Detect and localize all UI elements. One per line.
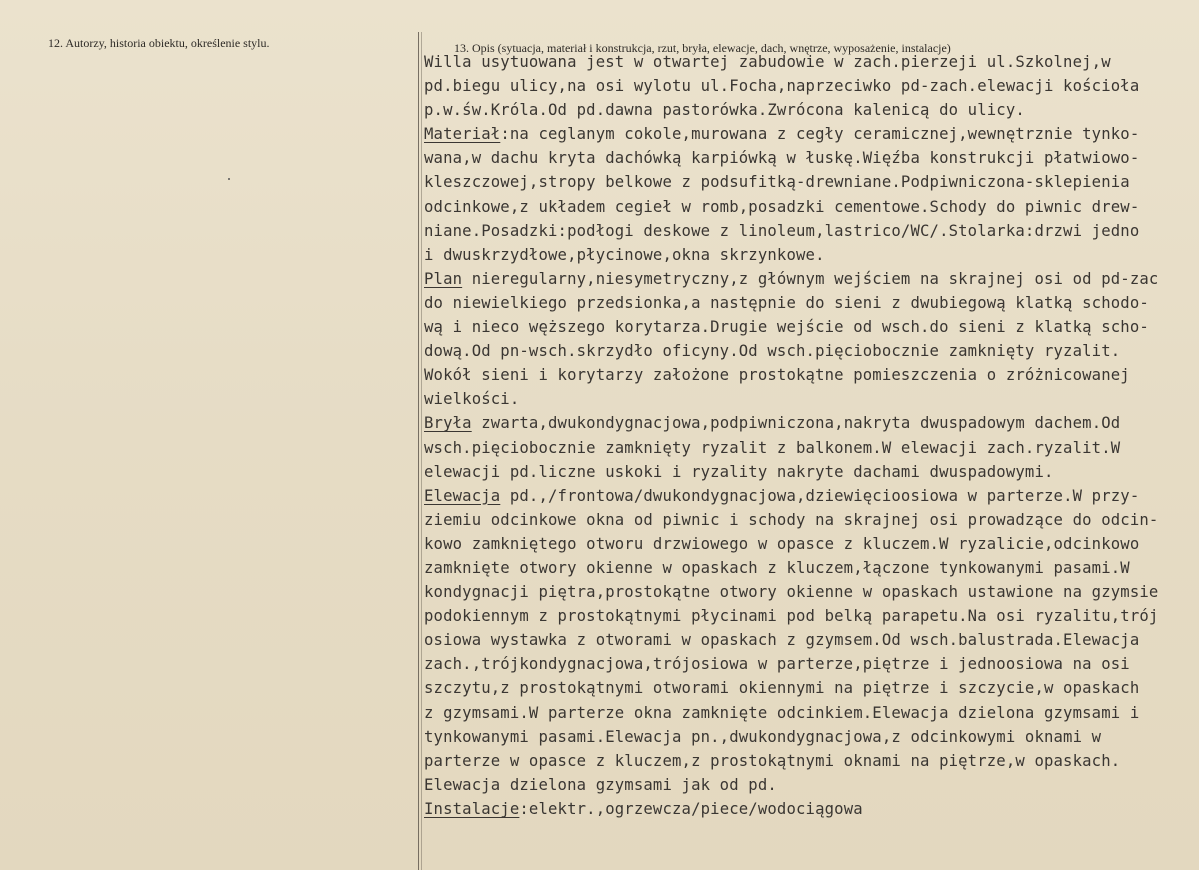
description-line (424, 797, 1194, 821)
description-line (424, 436, 1194, 460)
description-line (424, 749, 1194, 773)
description-line (424, 291, 1194, 315)
description-line (424, 315, 1194, 339)
description-line (424, 50, 1194, 74)
line-text: osiowa wystawka z otworami w opaskach z gzymsem.Od wsch.balustrada.Elewacja (424, 631, 1140, 650)
line-text: Wokół sieni i korytarzy założone prostokątne pomieszczenia o zróżnicowanej (424, 366, 1130, 385)
description-line (424, 701, 1194, 725)
line-text: ziemiu odcinkowe okna od piwnic i schody na skrajnej osi prowadzące do odcin- (424, 510, 1159, 529)
line-text: niane.Posadzki:podłogi deskowe z linoleum,lastrico/WC/.Stolarka:drzwi jedno (424, 221, 1140, 240)
line-text: odcinkowe,z układem cegieł w romb,posadzki cementowe.Schody do piwnic drew- (424, 197, 1140, 216)
description-line (424, 676, 1194, 700)
description-line (424, 98, 1194, 122)
description-line (424, 484, 1194, 508)
line-text: z gzymsami.W parterze okna zamknięte odcinkiem.Elewacja dzielona gzymsami i (424, 703, 1140, 722)
description-text (424, 50, 1194, 821)
description-line (424, 387, 1194, 411)
line-text: podokiennym z prostokątnymi płycinami pod belką parapetu.Na osi ryzalitu,trój (424, 607, 1159, 626)
description-line (424, 652, 1194, 676)
line-text: nieregularny,niesymetryczny,z głównym wejściem na skrajnej osi od pd-zac (462, 269, 1159, 288)
line-text: wana,w dachu kryta dachówką karpiówką w łuskę.Więźba konstrukcji płatwiowo- (424, 149, 1140, 168)
line-text: zwarta,dwukondygnacjowa,podpiwniczona,nakryta dwuspadowym dachem.Od (471, 414, 1121, 433)
description-line (424, 460, 1194, 484)
line-text: tynkowanymi pasami.Elewacja pn.,dwukondygnacjowa,z odcinkowymi oknami w (424, 727, 1102, 746)
line-text: :elektr.,ogrzewcza/piece/wodociągowa (519, 799, 863, 818)
paper-speck (228, 178, 230, 180)
description-line (424, 628, 1194, 652)
description-line (424, 122, 1194, 146)
description-line (424, 411, 1194, 435)
description-line (424, 170, 1194, 194)
description-line (424, 604, 1194, 628)
description-line (424, 267, 1194, 291)
line-text: kleszczowej,stropy belkowe z podsufitką-drewniane.Podpiwniczona-sklepienia (424, 173, 1130, 192)
description-line (424, 74, 1194, 98)
description-line (424, 556, 1194, 580)
line-text: wielkości. (424, 390, 520, 409)
line-text: p.w.św.Króla.Od pd.dawna pastorówka.Zwrócona kalenicą do ulicy. (424, 101, 1025, 120)
description-line (424, 146, 1194, 170)
line-text: szczytu,z prostokątnymi otworami okiennymi na piętrze i szczycie,w opaskach (424, 679, 1140, 698)
line-text: elewacji pd.liczne uskoki i ryzality nakryte dachami dwuspadowymi. (424, 462, 1054, 481)
description-line (424, 339, 1194, 363)
line-text: Elewacja dzielona gzymsami jak od pd. (424, 775, 777, 794)
line-text: dową.Od pn-wsch.skrzydło oficyny.Od wsch.pięciobocznie zamknięty ryzalit. (424, 342, 1121, 361)
description-line (424, 243, 1194, 267)
line-text: i dwuskrzydłowe,płycinowe,okna skrzynkowe. (424, 245, 825, 264)
field-12-column (0, 0, 418, 870)
section-heading: Plan (424, 269, 463, 288)
line-text: kowo zamkniętego otworu drzwiowego w opasce z kluczem.W ryzalicie,odcinkowo (424, 534, 1140, 553)
description-line (424, 532, 1194, 556)
field-13-label: 13. Opis (sytuacja, materiał i konstrukcja, rzut, bryła, elewacje, dach, wnętrze, wyposażenie, instalacje) (454, 41, 951, 55)
line-text: Willa usytuowana jest w otwartej zabudowie w zach.pierzeji ul.Szkolnej,w (424, 53, 1111, 71)
line-text: do niewielkiego przedsionka,a następnie do sieni z dwubiegową klatką schodo- (424, 293, 1149, 312)
line-text: wsch.pięciobocznie zamknięty ryzalit z balkonem.W elewacji zach.ryzalit.W (424, 438, 1121, 457)
section-heading: Elewacja (424, 486, 501, 505)
line-text: kondygnacji piętra,prostokątne otwory okienne w opaskach ustawione na gzymsie (424, 583, 1159, 602)
field-12-label: 12. Autorzy, historia obiektu, określenie stylu. (48, 36, 270, 50)
description-line (424, 773, 1194, 797)
line-text: pd.biegu ulicy,na osi wylotu ul.Focha,naprzeciwko pd-zach.elewacji kościoła (424, 77, 1140, 96)
line-text: pd.,/frontowa/dwukondygnacjowa,dziewięcioosiowa w parterze.W przy- (500, 486, 1140, 505)
description-line (424, 195, 1194, 219)
line-text: zamknięte otwory okienne w opaskach z kluczem,łączone tynkowanymi pasami.W (424, 558, 1130, 577)
section-heading: Instalacje (424, 799, 520, 818)
section-heading: Bryła (424, 414, 472, 433)
column-divider (418, 32, 419, 870)
line-text: wą i nieco węższego korytarza.Drugie wejście od wsch.do sieni z klatką scho- (424, 318, 1149, 337)
description-line (424, 725, 1194, 749)
line-text: :na ceglanym cokole,murowana z cegły ceramicznej,wewnętrznie tynko- (500, 125, 1140, 144)
section-heading: Materiał (424, 125, 501, 144)
column-divider-shadow (421, 32, 422, 870)
description-line (424, 508, 1194, 532)
line-text: zach.,trójkondygnacjowa,trójosiowa w parterze,piętrze i jednoosiowa na osi (424, 655, 1130, 674)
description-line (424, 363, 1194, 387)
line-text: parterze w opasce z kluczem,z prostokątnymi oknami na piętrze,w opaskach. (424, 751, 1121, 770)
description-line (424, 219, 1194, 243)
description-line (424, 580, 1194, 604)
